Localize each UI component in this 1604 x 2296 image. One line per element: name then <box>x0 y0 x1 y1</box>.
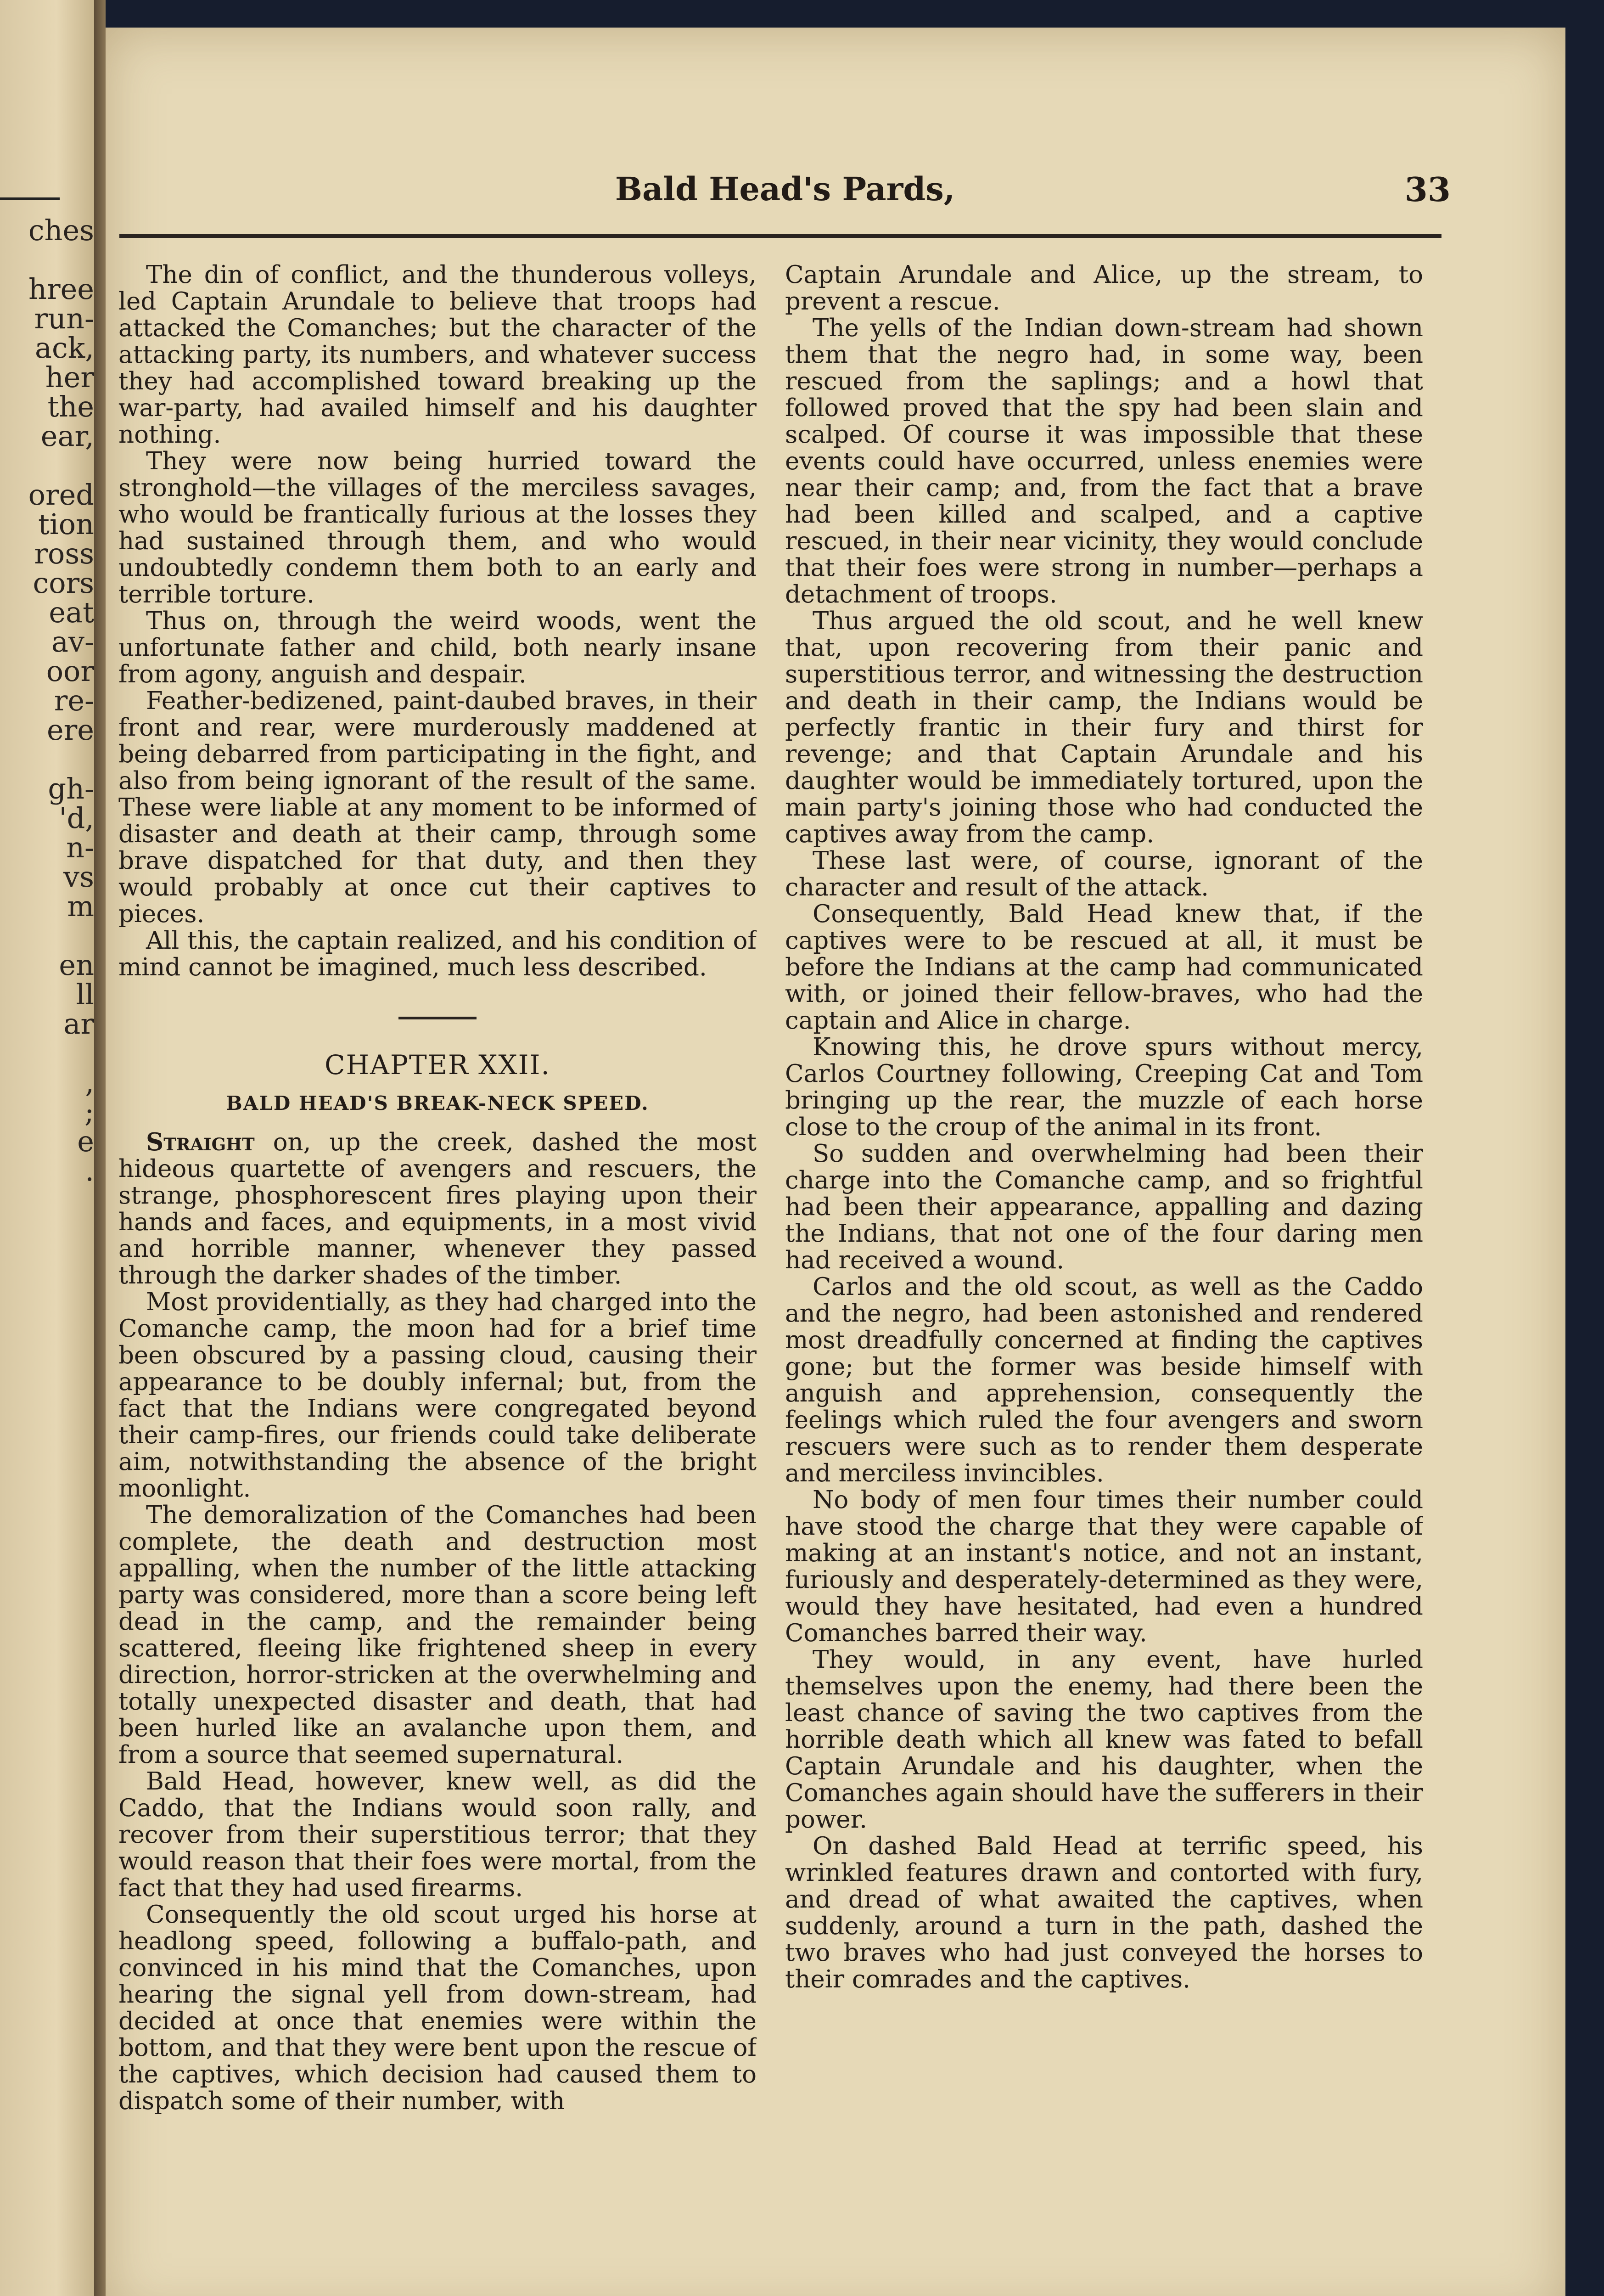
paragraph: So sudden and overwhelming had been their charge into the Comanche camp, and so frightful had been their appearance, appalling and dazing the Indians, that not one of the four daring men had received a wound. <box>785 1140 1423 1274</box>
paragraph: The demoralization of the Comanches had been complete, the death and destruction most appalling, when the number of the little attacking party was considered, more than a score being left dead in the camp, and the remainder being scattered, fleeing like frightened sheep in every direction, horror-stricken at the overwhelming and totally unexpected disaster and death, that had been hurled like an avalanche upon them, and from a source that seemed supernatural. <box>118 1501 757 1769</box>
paragraph: No body of men four times their number could have stood the charge that they were capable of making at an instant's notice, and not an instant, furiously and desperately-determined as they were, would they have hesitated, had even a hundred Comanches barred their way. <box>785 1486 1423 1647</box>
book-spine <box>94 0 106 2296</box>
paragraph: All this, the captain realized, and his condition of mind cannot be imagined, much less described. <box>118 927 757 981</box>
paragraph: Consequently the old scout urged his horse at headlong speed, following a buffalo-path, and convinced in his mind that the Comanches, upon hearing the signal yell from down-stream, had decided at once that enemies were within the bottom, and that they were bent upon the rescue of the captives, which decision had caused them to dispatch some of their number, with <box>118 1901 757 2115</box>
right-column <box>785 262 1423 2190</box>
page-header <box>119 152 1451 216</box>
paragraph: These last were, of course, ignorant of the character and result of the attack. <box>785 847 1423 901</box>
chapter-subtitle: BALD HEAD'S BREAK-NECK SPEED. <box>226 1092 649 1114</box>
opening-word: Straight <box>146 1128 255 1156</box>
paragraph: On dashed Bald Head at terrific speed, his wrinkled features drawn and contorted with fury, and dread of what awaited the captives, when suddenly, around a turn in the path, dashed the two braves who had just conveyed the horses to their comrades and the captives. <box>785 1832 1423 1993</box>
page-number: 33 <box>1404 170 1451 209</box>
paragraph: Carlos and the old scout, as well as the Caddo and the negro, had been astonished and rendered most dreadfully concerned at finding the captives gone; but the former was beside himself with anguish and apprehension, consequently the feelings which ruled the four avengers and sworn rescuers were such as to render them desperate and merciless invincibles. <box>785 1273 1423 1487</box>
header-rule <box>119 234 1441 238</box>
paragraph: Thus on, through the weird woods, went the unfortunate father and child, both nearly insane from agony, anguish and despair. <box>118 607 757 688</box>
paragraph: The din of conflict, and the thunderous volleys, led Captain Arundale to believe that troops had attacked the Comanches; but the character of the attacking party, its numbers, and whatever success they had accomplished toward breaking up the war-party, had availed himself and his daughter nothing. <box>118 262 757 449</box>
opening-paragraph-text: on, up the creek, dashed the most hideous quartette of avengers and rescuers, the strange, phosphorescent fires playing upon their hands and faces, and equipments, in a most vivid and horrible manner, whenever they passed through the darker shades of the timber. <box>118 1128 757 1289</box>
chapter-opening-paragraph <box>118 1129 757 1289</box>
previous-page-edge <box>0 0 94 2296</box>
paragraph: Feather-bedizened, paint-daubed braves, in their front and rear, were murderously maddened at being debarred from participating in the fight, and also from being ignorant of the result of the same. These were liable at any moment to be informed of disaster and death at their camp, through some brave dispatched for that duty, and then they would probably at once cut their captives to pieces. <box>118 687 757 928</box>
left-column <box>118 262 757 2190</box>
chapter-title: CHAPTER XXII. <box>325 1049 550 1080</box>
paragraph: Bald Head, however, knew well, as did the Caddo, that the Indians would soon rally, and recover from their superstitious terror; that they would reason that their foes were mortal, from the fact that they had used firearms. <box>118 1767 757 1902</box>
previous-page-text-fragments: ches hree run- ack, her the ear, ored tion ross cors eat av- oor re- ere gh- 'd, n- vs m en ll ar , ; e . <box>28 214 94 1187</box>
paragraph: They would, in any event, have hurled themselves upon the enemy, had there been the least chance of saving the two captives from the horrible death which all knew was fated to befall Captain Arundale and his daughter, when the Comanches again should have the sufferers in their power. <box>785 1646 1423 1834</box>
paragraph: They were now being hurried toward the stronghold—the villages of the merciless savages, who would be frantically furious at the losses they had sustained through them, and who would undoubtedly condemn them both to an early and terrible torture. <box>118 447 757 608</box>
paragraph: Knowing this, he drove spurs without mercy, Carlos Courtney following, Creeping Cat and Tom bringing up the rear, the muzzle of each horse close to the croup of the animal in its front. <box>785 1033 1423 1141</box>
paragraph: Thus argued the old scout, and he well knew that, upon recovering from their panic and superstitious terror, and witnessing the destruction and death in their camp, the Indians would be perfectly frantic in their fury and thirst for revenge; and that Captain Arundale and his daughter would be immediately tortured, upon the main party's joining those who had conducted the captives away from the camp. <box>785 607 1423 848</box>
paragraph: The yells of the Indian down-stream had shown them that the negro had, in some way, been rescued from the saplings; and a howl that followed proved that the spy had been slain and scalped. Of course it was impossible that these events could have occurred, unless enemies were near their camp; and, from the fact that a brave had been killed and scalped, and a captive rescued, in their near vicinity, they would conclude that their foes were strong in number—perhaps a detachment of troops. <box>785 314 1423 608</box>
paragraph: Consequently, Bald Head knew that, if the captives were to be rescued at all, it must be before the Indians at the camp had communicated with, or joined their fellow-braves, who had the captain and Alice in charge. <box>785 900 1423 1035</box>
running-title: Bald Head's Pards, <box>615 170 955 208</box>
section-divider <box>398 1017 477 1019</box>
paragraph: Most providentially, as they had charged into the Comanche camp, the moon had for a brief time been obscured by a passing cloud, causing their appearance to be doubly infernal; but, from the fact that the Indians were congregated beyond their camp-fires, our friends could take deliberate aim, notwithstanding the absence of the bright moonlight. <box>118 1288 757 1503</box>
previous-page-rule <box>0 197 60 200</box>
paragraph-continued: Captain Arundale and Alice, up the stream, to prevent a rescue. <box>785 262 1423 315</box>
